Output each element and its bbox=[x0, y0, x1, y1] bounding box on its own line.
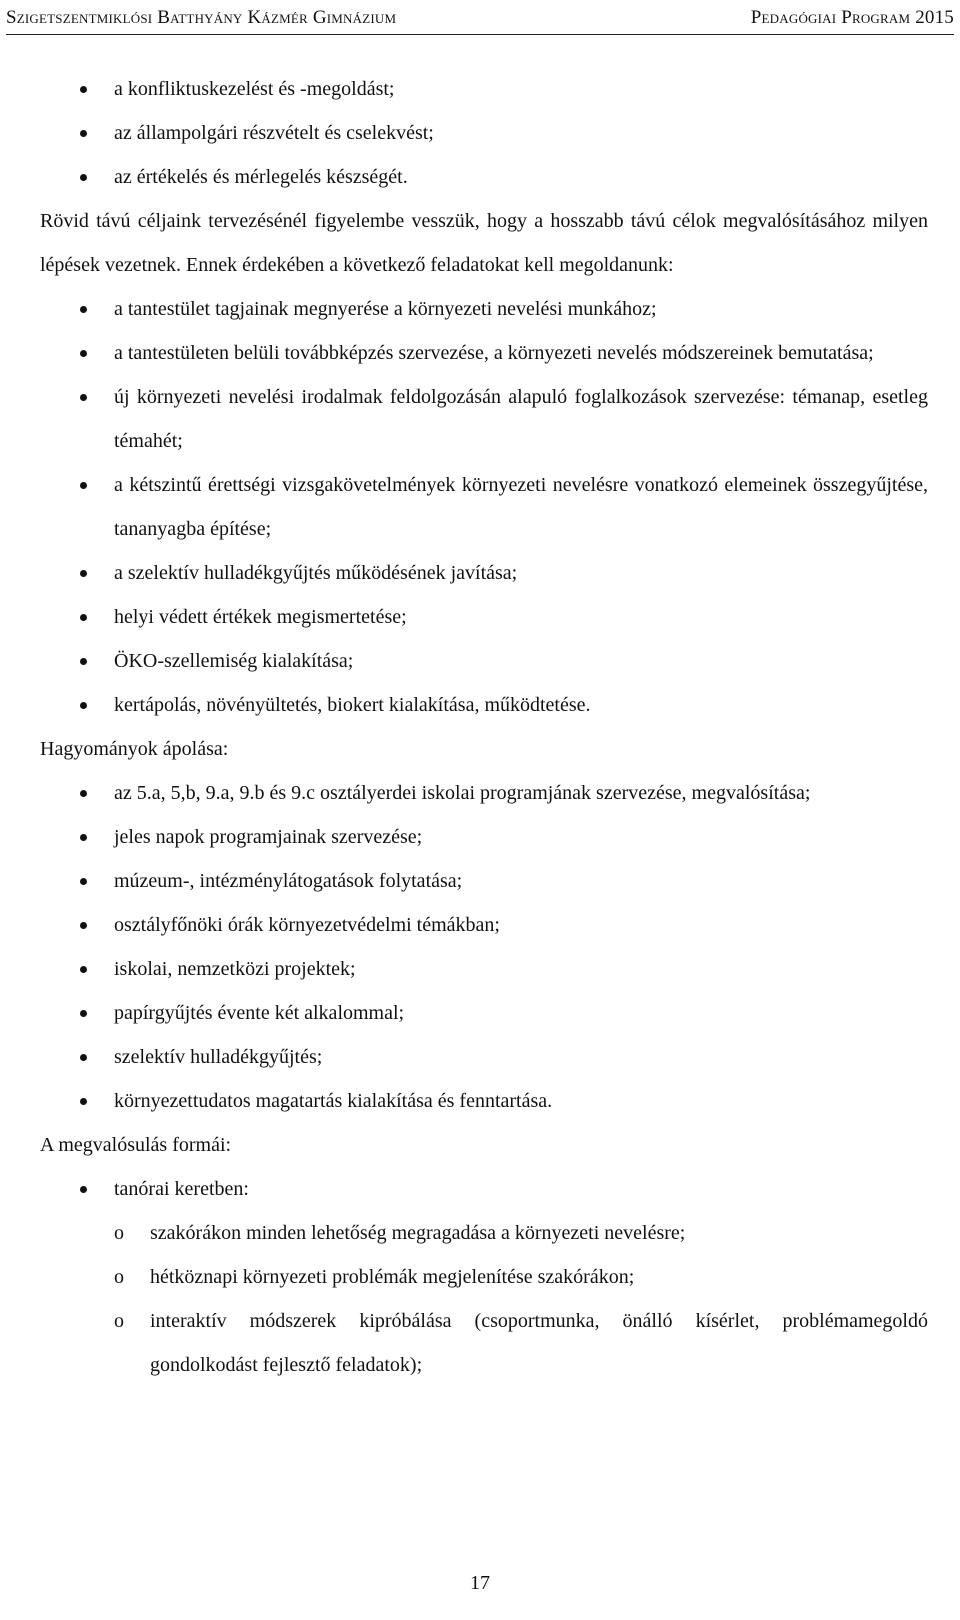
bullet-list-forms bbox=[40, 1167, 928, 1211]
sub-list-item: o interaktív módszerek kipróbálása (csoportmunka, önálló kísérlet, problémamegoldó gondolkodást fejlesztő feladatok); bbox=[40, 1299, 928, 1387]
list-item: tanórai keretben: bbox=[40, 1167, 928, 1211]
list-item: iskolai, nemzetközi projektek; bbox=[40, 947, 928, 991]
list-item: szelektív hulladékgyűjtés; bbox=[40, 1035, 928, 1079]
list-item: környezettudatos magatartás kialakítása és fenntartása. bbox=[40, 1079, 928, 1123]
list-item: új környezeti nevelési irodalmak feldolgozásán alapuló foglalkozások szervezése: témanap, esetleg témahét; bbox=[40, 375, 928, 463]
bullet-list-traditions bbox=[40, 771, 928, 1123]
list-item: a konfliktuskezelést és -megoldást; bbox=[40, 67, 928, 111]
page-header bbox=[6, 4, 954, 35]
sub-list-in-class bbox=[40, 1211, 928, 1387]
bullet-list-tasks bbox=[40, 287, 928, 727]
list-item: a kétszintű érettségi vizsgakövetelmények környezeti nevelésre vonatkozó elemeinek összegyűjtése, tananyagba építése; bbox=[40, 463, 928, 551]
header-school-name: Szigetszentmiklósi Batthyány Kázmér Gimnázium bbox=[6, 7, 397, 28]
page-number: 17 bbox=[470, 1572, 490, 1594]
list-item: ÖKO-szellemiség kialakítása; bbox=[40, 639, 928, 683]
heading-traditions: Hagyományok ápolása: bbox=[40, 738, 229, 760]
sub-list-item: o hétköznapi környezeti problémák megjelenítése szakórákon; bbox=[40, 1255, 928, 1299]
header-program-title: Pedagógiai Program 2015 bbox=[750, 7, 954, 28]
list-item: kertápolás, növényültetés, biokert kialakítása, működtetése. bbox=[40, 683, 928, 727]
list-item: az értékelés és mérlegelés készségét. bbox=[40, 155, 928, 199]
list-item: a tantestület tagjainak megnyerése a környezeti nevelési munkához; bbox=[40, 287, 928, 331]
list-item: helyi védett értékek megismertetése; bbox=[40, 595, 928, 639]
list-item: az állampolgári részvételt és cselekvést; bbox=[40, 111, 928, 155]
list-item: papírgyűjtés évente két alkalommal; bbox=[40, 991, 928, 1035]
bullet-list-competences bbox=[40, 67, 928, 199]
paragraph-short-term-goals: Rövid távú céljaink tervezésénél figyelembe vesszük, hogy a hosszabb távú célok megvalósításához milyen lépések vezetnek. Ennek érdekében a következő feladatokat kell megoldanunk: bbox=[40, 210, 928, 276]
list-item: múzeum-, intézménylátogatások folytatása; bbox=[40, 859, 928, 903]
list-item: a tantestületen belüli továbbképzés szervezése, a környezeti nevelés módszereinek bemutatása; bbox=[40, 331, 928, 375]
heading-forms-of-implementation: A megvalósulás formái: bbox=[40, 1134, 232, 1156]
list-item: osztályfőnöki órák környezetvédelmi témákban; bbox=[40, 903, 928, 947]
list-item: az 5.a, 5,b, 9.a, 9.b és 9.c osztályerdei iskolai programjának szervezése, megvalósítása; bbox=[40, 771, 928, 815]
list-item: jeles napok programjainak szervezése; bbox=[40, 815, 928, 859]
list-item: a szelektív hulladékgyűjtés működésének javítása; bbox=[40, 551, 928, 595]
sub-list-item: o szakórákon minden lehetőség megragadása a környezeti nevelésre; bbox=[40, 1211, 928, 1255]
document-body bbox=[40, 67, 928, 1387]
